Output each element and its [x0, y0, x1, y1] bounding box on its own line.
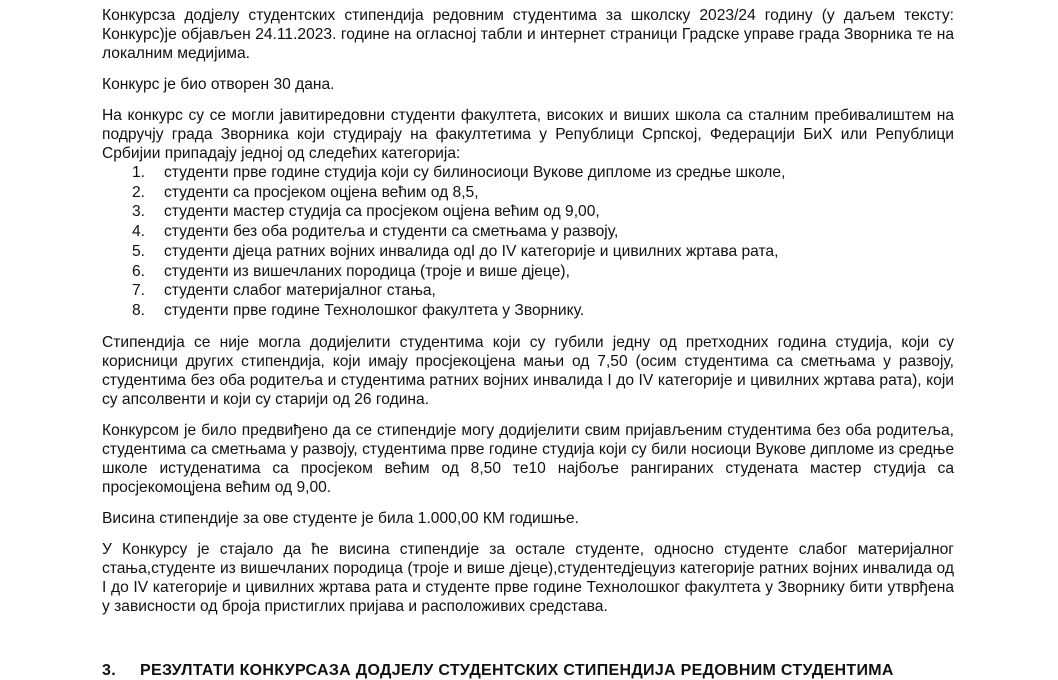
- list-number: 5.: [132, 242, 146, 260]
- category-list: [102, 163, 954, 321]
- allocation-paragraph: Конкурсом је било предвиђено да се стипендије могу додијелити свим пријављеним студентима без оба родитеља, студентима са сметњама у развоју, студентима прве године студија који су били носиоци Вукове дипломе из средње школе истуденатима са просјеком већим од 8,50 те10 најбоље рангираних студената мастер студија са просјекомоцјена већим од 9,00.: [102, 421, 954, 496]
- list-item: [102, 301, 954, 321]
- document-page: [102, 6, 954, 628]
- list-text: студенти са просјеком оцјена већим од 8,5,: [164, 183, 479, 201]
- list-number: 1.: [132, 164, 146, 181]
- eligibility-paragraph: На конкурс су се могли јавитиредовни студенти факултета, високих и виших школа са сталним пребивалиштем на подручју града Зворника који студирају на факултетима у Републици Српској, Федерацији БиХ или Републици Србијии припадају једној од следећих категорија:: [102, 107, 954, 162]
- list-number: 6.: [132, 262, 146, 280]
- list-item: [102, 281, 954, 301]
- list-item: [102, 163, 954, 183]
- duration-paragraph: Конкурс је био отворен 30 дана.: [102, 76, 335, 93]
- list-item: [102, 262, 954, 282]
- section-heading: [102, 662, 954, 680]
- other-amount-paragraph: У Конкурсу је стајало да ће висина стипендије за остале студенте, односно студенте слабог материјалног стања,студенте из вишечланих породица (троје и више дјеце),студентедјецуиз категорије ратних војних инвалида од I до IV категорије и цивилних жртава рата и студенте прве године Технолошког факултета у Зворнику бити утврђена у зависности од броја пристиглих пријава и расположивих средстава.: [102, 540, 954, 615]
- list-item: [102, 202, 954, 222]
- list-item: [102, 242, 954, 262]
- section-number: 3.: [102, 662, 116, 679]
- amount-paragraph: Висина стипендије за ове студенте је била 1.000,00 КМ годишње.: [102, 509, 579, 527]
- list-number: 3.: [132, 203, 146, 221]
- list-item: [102, 183, 954, 203]
- list-number: 2.: [132, 183, 146, 201]
- list-number: 8.: [132, 301, 146, 319]
- intro-paragraph: Конкурсза додјелу студентских стипендија редовним студентима за школску 2023/24 годину (у даљем тексту: Конкурс)је објављен 24.11.2023. године на огласној табли и интернет страници Градске управе града Зворника те на локалним медијима.: [102, 7, 954, 62]
- list-text: студенти без оба родитеља и студенти са сметњама у развоју,: [164, 223, 619, 241]
- list-text: студенти мастер студија са просјеком оцјена већим од 9,00,: [164, 203, 600, 221]
- list-text: студенти слабог материјалног стања,: [164, 282, 436, 300]
- list-text: студенти прве године студија који су билиносиоци Вукове дипломе из средње школе,: [164, 164, 786, 181]
- list-number: 7.: [132, 282, 146, 300]
- exclusion-paragraph: Стипендија се није могла додијелити студентима који су губили једну од претходних година студија, који су корисници других стипендија, који имају просјекоцјена мањи од 7,50 (осим студентима са сметњама у развоју, студентима без оба родитеља и студентима ратних војних инвалида I до IV категорије и цивилних жртава рата), који су апсолвенти и који су старији од 26 година.: [102, 333, 954, 408]
- list-text: студенти из вишечланих породица (троје и више дјеце),: [164, 262, 570, 280]
- list-number: 4.: [132, 223, 146, 241]
- list-item: [102, 222, 954, 242]
- section-title: РЕЗУЛТАТИ КОНКУРСАЗА ДОДЈЕЛУ СТУДЕНТСКИХ СТИПЕНДИЈА РЕДОВНИМ СТУДЕНТИМА: [140, 662, 894, 679]
- list-text: студенти прве године Технолошког факултета у Зворнику.: [164, 301, 585, 319]
- list-text: студенти дјеца ратних војних инвалида одI до IV категорије и цивилних жртава рата,: [164, 242, 779, 260]
